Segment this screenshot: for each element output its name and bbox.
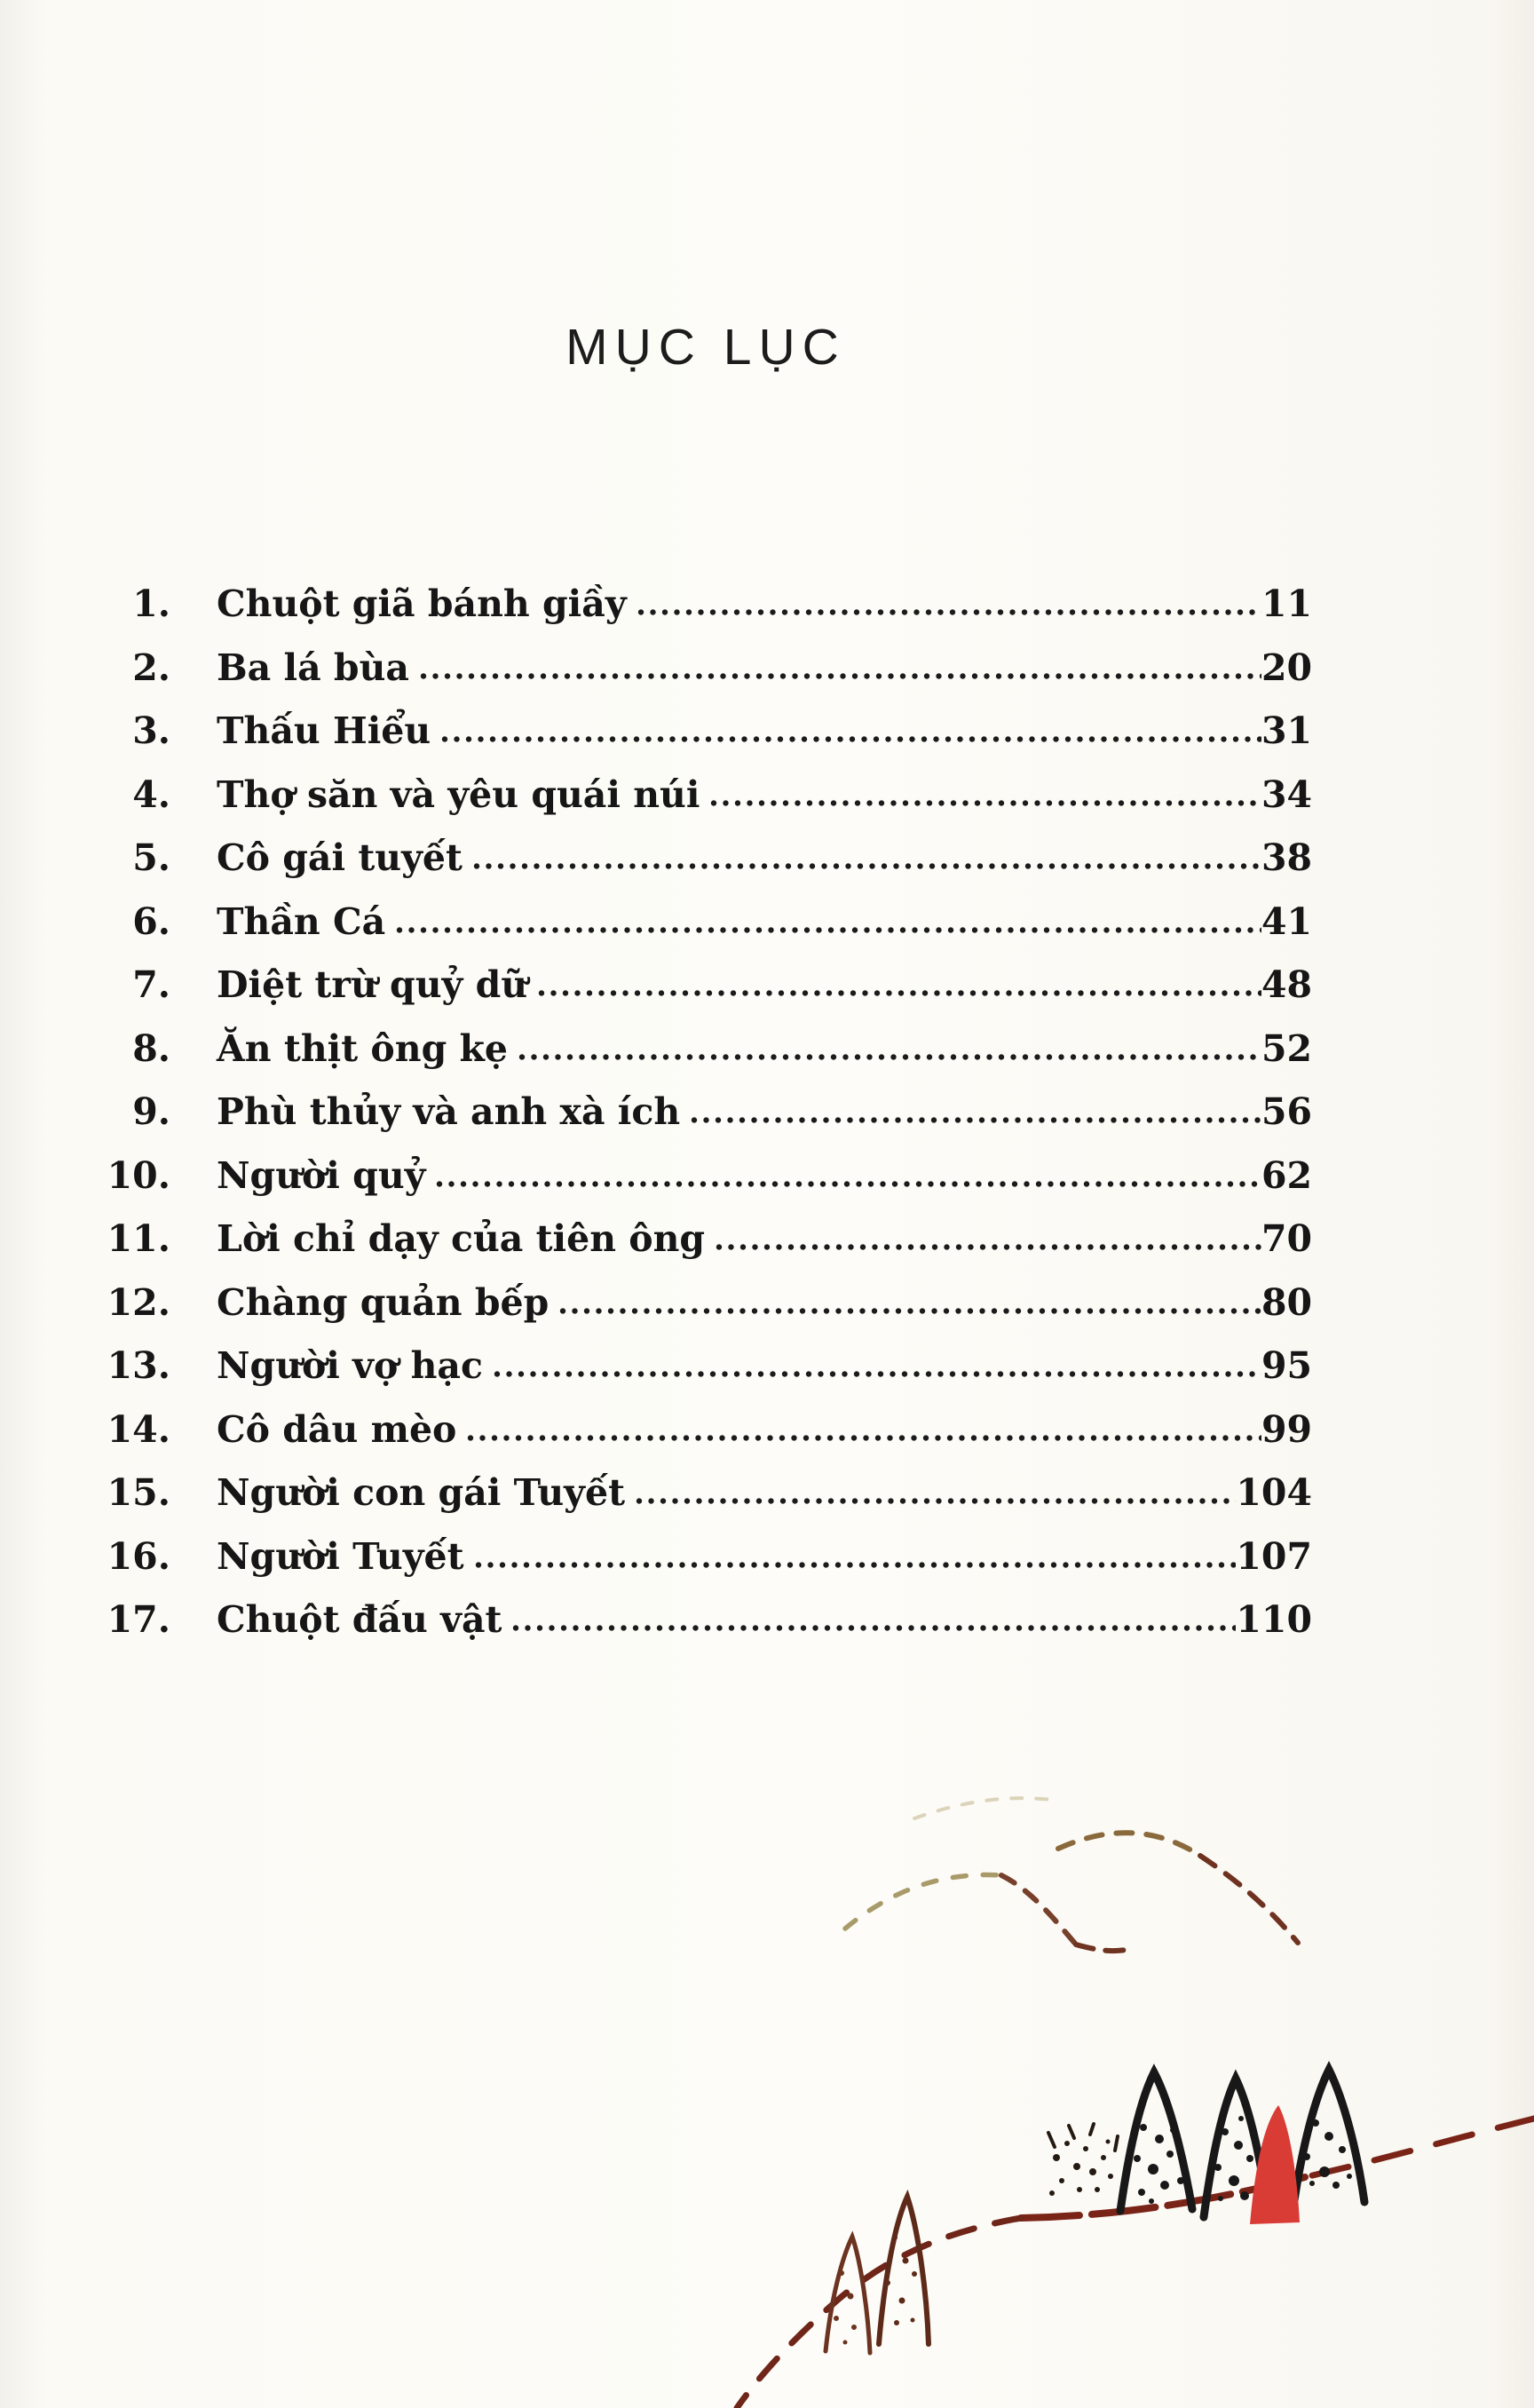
toc-entry-title: Chàng quản bếp xyxy=(217,1280,550,1324)
ridge-line xyxy=(737,2119,1534,2408)
dotted-leader xyxy=(691,1116,1261,1124)
page-title: MỤC LỤC xyxy=(565,319,846,376)
toc-row xyxy=(99,1208,1312,1271)
toc-entry-number: 2. xyxy=(132,646,170,689)
toc-row xyxy=(99,764,1312,828)
toc-entry-title: Cô dâu mèo xyxy=(217,1407,457,1451)
toc-entry-page: 107 xyxy=(1236,1534,1312,1578)
toc-entry-page: 104 xyxy=(1236,1471,1312,1514)
toc-entry-title: Phù thủy và anh xà ích xyxy=(217,1090,681,1133)
dotted-leader xyxy=(636,1497,1236,1505)
toc-entry-number: 17. xyxy=(107,1598,170,1641)
toc-entry-title: Thần Cá xyxy=(217,899,386,943)
toc-entry-title: Người con gái Tuyết xyxy=(217,1471,626,1514)
toc-row xyxy=(99,700,1312,764)
dotted-leader xyxy=(710,799,1261,807)
slope-bush-2 xyxy=(879,2197,929,2344)
pine-tree-2 xyxy=(1204,2079,1269,2217)
toc-entry-title: Cô gái tuyết xyxy=(217,836,463,879)
toc-entry-title: Ăn thịt ông kẹ xyxy=(217,1026,509,1070)
dotted-leader xyxy=(518,1053,1261,1061)
dotted-leader xyxy=(637,608,1261,616)
faint-top-contour xyxy=(914,1798,1052,1818)
toc-entry-number: 6. xyxy=(132,899,170,943)
dotted-leader xyxy=(473,862,1261,870)
toc-row xyxy=(99,573,1312,637)
toc-entry-page: 20 xyxy=(1261,646,1312,689)
toc-row xyxy=(99,1081,1312,1145)
toc-row xyxy=(99,1271,1312,1335)
toc-entry-title: Chuột giã bánh giầy xyxy=(217,582,627,625)
dotted-leader xyxy=(441,735,1261,743)
toc-row xyxy=(99,637,1312,701)
toc-entry-page: 11 xyxy=(1261,582,1312,625)
dotted-leader xyxy=(396,926,1261,934)
toc-entry-page: 70 xyxy=(1261,1217,1312,1260)
slope-bush-1 xyxy=(826,2237,870,2353)
toc-entry-page: 99 xyxy=(1261,1407,1312,1451)
pine-tree-3 xyxy=(1294,2070,1364,2202)
dotted-leader xyxy=(420,672,1261,680)
scrub-bush xyxy=(1048,2124,1118,2196)
red-tree xyxy=(1250,2105,1300,2224)
dotted-leader xyxy=(512,1624,1236,1632)
dotted-leader xyxy=(467,1434,1261,1442)
toc-row xyxy=(99,1525,1312,1589)
toc-row xyxy=(99,1145,1312,1208)
toc-row xyxy=(99,1018,1312,1081)
toc-entry-title: Người vợ hạc xyxy=(217,1344,483,1387)
toc-entry-page: 56 xyxy=(1261,1090,1312,1133)
toc-row xyxy=(99,1588,1312,1652)
toc-entry-title: Ba lá bùa xyxy=(217,646,409,689)
toc-entry-page: 95 xyxy=(1261,1344,1312,1387)
dotted-leader xyxy=(436,1180,1261,1188)
toc-entry-number: 15. xyxy=(107,1471,170,1514)
toc-entry-number: 11. xyxy=(107,1217,170,1260)
toc-entry-page: 62 xyxy=(1261,1153,1312,1197)
toc-entry-page: 41 xyxy=(1261,899,1312,943)
toc-entry-page: 34 xyxy=(1261,772,1312,816)
toc-entry-number: 1. xyxy=(132,582,170,625)
toc-entry-page: 80 xyxy=(1261,1280,1312,1324)
dotted-leader xyxy=(494,1370,1261,1378)
toc-entry-title: Người quỷ xyxy=(217,1153,426,1197)
toc-entry-number: 10. xyxy=(107,1153,170,1197)
toc-entry-number: 7. xyxy=(132,963,170,1006)
hill-contour-left xyxy=(845,1875,1126,1952)
hill-contour-right xyxy=(1058,1833,1298,1943)
toc-entry-number: 12. xyxy=(107,1280,170,1324)
toc-entry-page: 52 xyxy=(1261,1026,1312,1070)
dotted-leader xyxy=(559,1307,1261,1315)
dotted-leader xyxy=(475,1561,1237,1569)
table-of-contents xyxy=(99,573,1312,1652)
toc-entry-page: 31 xyxy=(1261,709,1312,752)
toc-entry-title: Thấu Hiểu xyxy=(217,709,431,752)
dotted-leader xyxy=(716,1243,1261,1251)
toc-row xyxy=(99,1461,1312,1525)
toc-entry-page: 38 xyxy=(1261,836,1312,879)
toc-entry-number: 14. xyxy=(107,1407,170,1451)
toc-row xyxy=(99,891,1312,954)
toc-entry-title: Chuột đấu vật xyxy=(217,1598,502,1641)
toc-row xyxy=(99,1335,1312,1398)
toc-entry-title: Diệt trừ quỷ dữ xyxy=(217,963,528,1006)
toc-entry-title: Người Tuyết xyxy=(217,1534,464,1578)
toc-entry-number: 8. xyxy=(132,1026,170,1070)
toc-row xyxy=(99,1398,1312,1462)
dotted-leader xyxy=(538,989,1261,997)
toc-row xyxy=(99,827,1312,891)
toc-entry-number: 5. xyxy=(132,836,170,879)
toc-entry-page: 110 xyxy=(1236,1598,1312,1641)
toc-entry-title: Thợ săn và yêu quái núi xyxy=(217,772,700,816)
toc-entry-number: 4. xyxy=(132,772,170,816)
toc-row xyxy=(99,954,1312,1018)
toc-entry-number: 3. xyxy=(132,709,170,752)
toc-entry-title: Lời chỉ dạy của tiên ông xyxy=(217,1217,706,1260)
toc-entry-number: 13. xyxy=(107,1344,170,1387)
pine-tree-1 xyxy=(1120,2072,1192,2211)
toc-entry-number: 9. xyxy=(132,1090,170,1133)
toc-entry-page: 48 xyxy=(1261,963,1312,1006)
toc-entry-number: 16. xyxy=(107,1534,170,1578)
